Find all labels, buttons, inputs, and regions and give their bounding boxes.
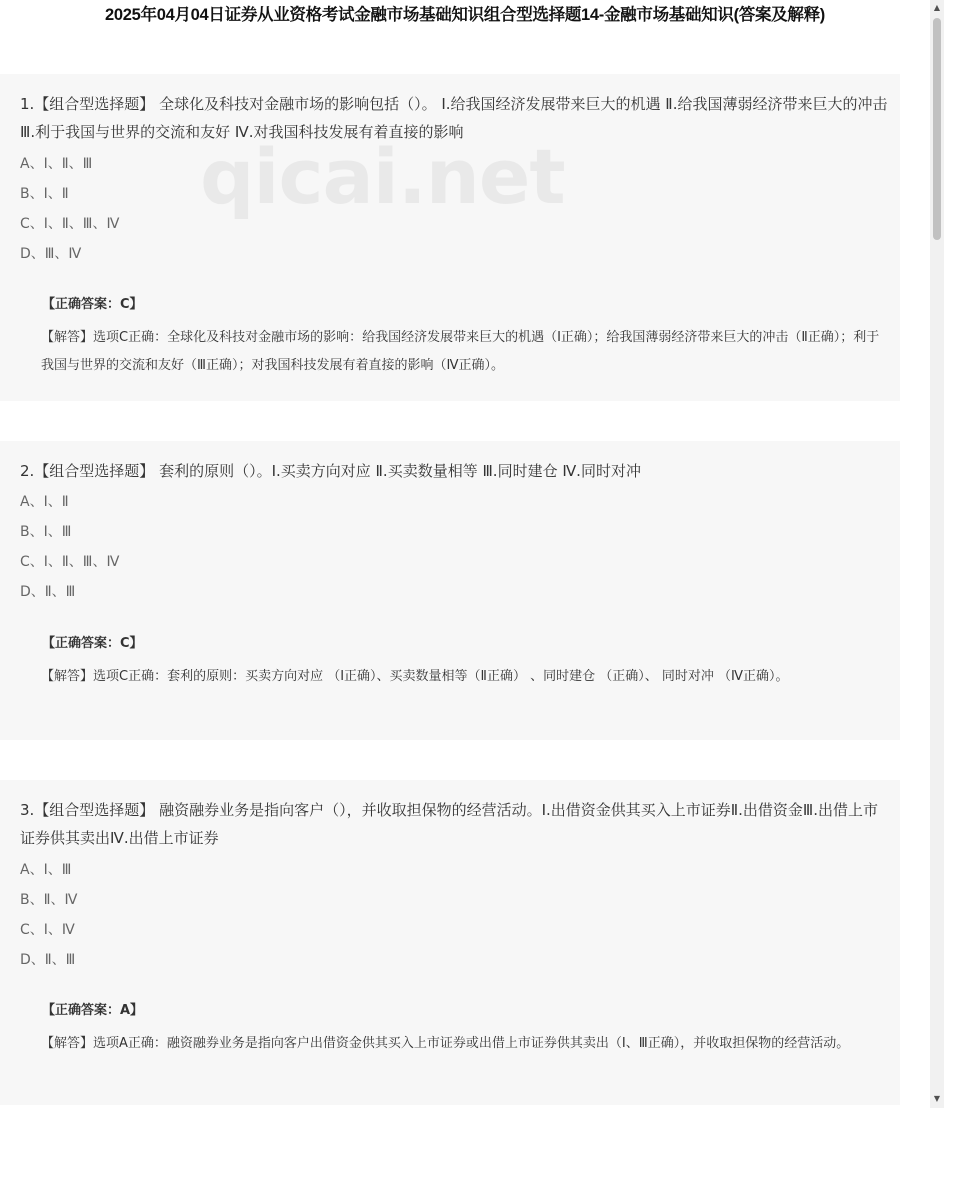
option-b[interactable]: B、Ⅱ、Ⅳ (20, 892, 78, 908)
option-a[interactable]: A、Ⅰ、Ⅱ、Ⅲ (20, 156, 93, 172)
option-b[interactable]: B、Ⅰ、Ⅲ (20, 524, 72, 540)
option-d[interactable]: D、Ⅱ、Ⅲ (20, 952, 76, 968)
scroll-down-arrow-icon[interactable]: ▼ (933, 1094, 941, 1103)
option-list (20, 487, 420, 607)
option-c[interactable]: C、Ⅰ、Ⅱ、Ⅲ、Ⅳ (20, 554, 120, 570)
question-text: 2.【组合型选择题】 套利的原则（）。Ⅰ.买卖方向对应 Ⅱ.买卖数量相等 Ⅲ.同时建仓 Ⅳ.同时对冲 (20, 462, 641, 480)
explanation: 【解答】选项C正确：套利的原则：买卖方向对应 （Ⅰ正确）、买卖数量相等（Ⅱ正确） 、同时建仓 （正确）、 同时对冲 （Ⅳ正确）。 (41, 669, 789, 684)
option-b[interactable]: B、Ⅰ、Ⅱ (20, 186, 69, 202)
vertical-scrollbar[interactable] (930, 0, 944, 1108)
option-a[interactable]: A、Ⅰ、Ⅲ (20, 862, 72, 878)
page-title: 2025年04月04日证券从业资格考试金融市场基础知识组合型选择题14-金融市场基础知识(答案及解释) (105, 6, 825, 24)
correct-answer: 【正确答案：A】 (42, 1003, 144, 1018)
question-text: 3.【组合型选择题】 融资融券业务是指向客户（），并收取担保物的经营活动。Ⅰ.出借资金供其买入上市证券Ⅱ.出借资金Ⅲ.出借上市证券供其卖出Ⅳ.出借上市证券 (20, 801, 879, 847)
option-a[interactable]: A、Ⅰ、Ⅱ (20, 494, 69, 510)
option-d[interactable]: D、Ⅲ、Ⅳ (20, 246, 82, 262)
option-list (20, 149, 420, 269)
question-card-3 (0, 780, 900, 1105)
question-card-2 (0, 441, 900, 740)
option-list (20, 855, 420, 975)
correct-answer: 【正确答案：C】 (42, 297, 143, 312)
correct-answer: 【正确答案：C】 (42, 636, 143, 651)
option-d[interactable]: D、Ⅱ、Ⅲ (20, 584, 76, 600)
option-c[interactable]: C、Ⅰ、Ⅱ、Ⅲ、Ⅳ (20, 216, 120, 232)
scrollbar-thumb[interactable] (933, 18, 941, 240)
explanation: 【解答】选项C正确：全球化及科技对金融市场的影响：给我国经济发展带来巨大的机遇（Ⅰ正确）；给我国薄弱经济带来巨大的冲击（Ⅱ正确）；利于我国与世界的交流和友好（Ⅲ正确）；对我国科技发展有着直接的影响（Ⅳ正确）。 (41, 330, 880, 373)
question-card-1 (0, 74, 900, 401)
option-c[interactable]: C、Ⅰ、Ⅳ (20, 922, 75, 938)
question-text: 1.【组合型选择题】 全球化及科技对金融市场的影响包括（）。 Ⅰ.给我国经济发展带来巨大的机遇 Ⅱ.给我国薄弱经济带来巨大的冲击 Ⅲ.利于我国与世界的交流和友好 Ⅳ.对我国科技发展有着直接的影响 (20, 95, 888, 141)
explanation: 【解答】选项A正确：融资融券业务是指向客户出借资金供其买入上市证券或出借上市证券供其卖出（Ⅰ、Ⅲ正确），并收取担保物的经营活动。 (41, 1036, 850, 1051)
scroll-up-arrow-icon[interactable]: ▲ (933, 3, 941, 12)
